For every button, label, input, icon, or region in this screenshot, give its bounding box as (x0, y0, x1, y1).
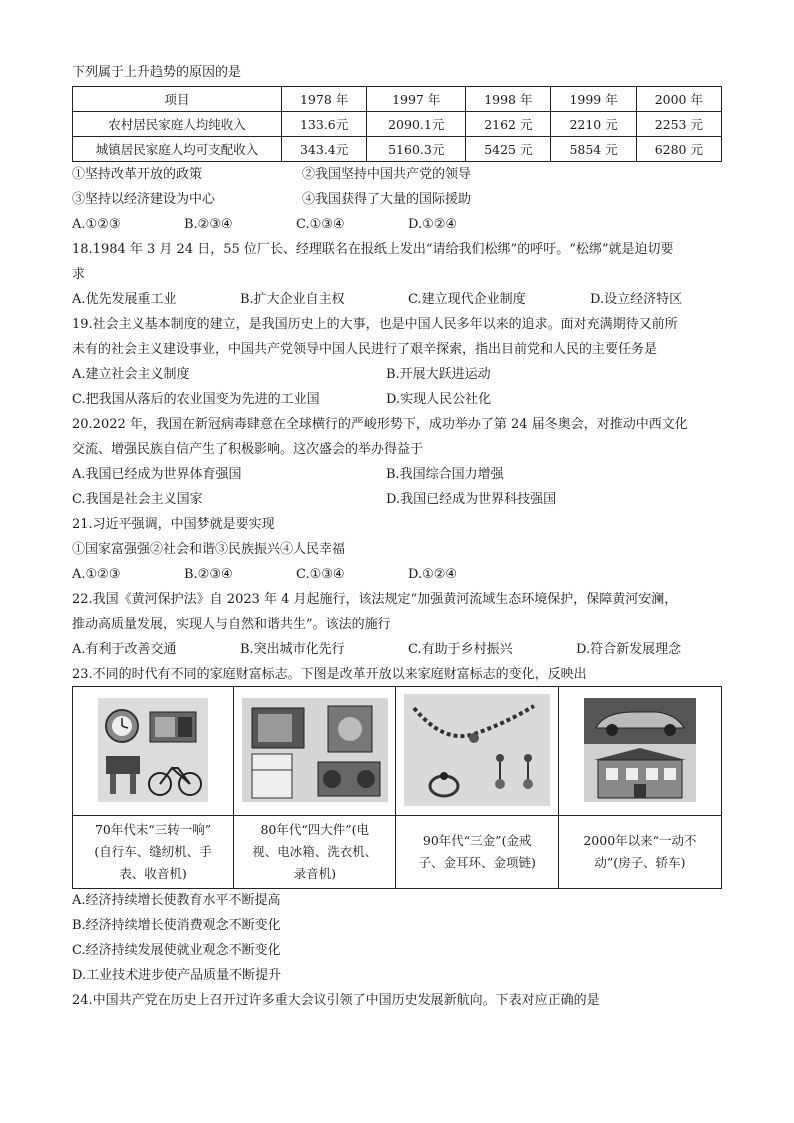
table-cell: 5854 元 (551, 137, 636, 162)
option-b: B.经济持续增长使消费观念不断变化 (72, 918, 281, 933)
q17-statement: ④我国获得了大量的国际援助 (302, 192, 472, 207)
caption-cell (234, 816, 396, 889)
q17-statement: ②我国坚持中国共产党的领导 (302, 167, 472, 182)
option-d: D.①②④ (408, 567, 458, 582)
option-b: B.突出城市化先行 (240, 642, 345, 657)
q21-stem: 21.习近平强调，中国梦就是要实现 (72, 517, 275, 532)
income-table (72, 86, 722, 162)
option-b: B.扩大企业自主权 (240, 292, 345, 307)
table-cell: 2253 元 (636, 112, 721, 137)
option-c: C.①③④ (296, 217, 345, 232)
option-d: D.工业技术进步使产品质量不断提升 (72, 968, 282, 983)
q17-stem: 下列属于上升趋势的原因的是 (72, 65, 242, 80)
table-cell: 6280 元 (636, 137, 721, 162)
house-and-car-photo (584, 698, 696, 802)
q22-stem-line: 推动高质量发展，实现人与自然和谐共生”。该法的施行 (72, 617, 391, 632)
picture-cell (396, 687, 558, 816)
caption-line: 70年代末“三转一响” (94, 822, 212, 837)
option-a: A.我国已经成为世界体育强国 (72, 467, 242, 482)
table-cell: 城镇居民家庭人均可支配收入 (73, 137, 282, 162)
option-d: D.①②④ (408, 217, 458, 232)
q18-stem-line: 18.1984 年 3 月 24 日，55 位厂长、经理联名在报纸上发出“请给我们松绑”的呼吁。“松绑”就是迫切要 (72, 242, 674, 257)
picture-cell (234, 687, 396, 816)
q24-stem: 24.中国共产党在历史上召开过许多重大会议引领了中国历史发展新航向。下表对应正确的是 (72, 993, 600, 1008)
option-c: C.①③④ (296, 567, 345, 582)
q17-statement: ①坚持改革开放的政策 (72, 167, 203, 182)
table-header-cell: 1998 年 (466, 87, 551, 112)
four-big-items-photo (242, 698, 388, 802)
option-a: A.优先发展重工业 (72, 292, 177, 307)
option-b: B.开展大跃进运动 (386, 367, 491, 382)
table-header-cell: 项目 (73, 87, 282, 112)
option-a: A.经济持续增长使教育水平不断提高 (72, 893, 281, 908)
three-gold-items-photo (404, 694, 550, 806)
table-row (73, 112, 722, 137)
option-c: C.建立现代企业制度 (408, 292, 526, 307)
option-d: D.设立经济特区 (590, 292, 683, 307)
q22-stem-line: 22.我国《黄河保护法》自 2023 年 4 月起施行，该法规定“加强黄河流域生态环境保护，保障黄河安澜， (72, 592, 678, 607)
table-header-cell: 1978 年 (282, 87, 367, 112)
option-a: A.建立社会主义制度 (72, 367, 190, 382)
caption-line: 子、金耳环、金项链) (418, 855, 536, 870)
table-cell: 133.6元 (282, 112, 367, 137)
q23-stem: 23.不同的时代有不同的家庭财富标志。下图是改革开放以来家庭财富标志的变化，反映出 (72, 667, 587, 682)
option-c: C.我国是社会主义国家 (72, 492, 203, 507)
table-cell: 2162 元 (466, 112, 551, 137)
q19-stem-line: 未有的社会主义建设事业，中国共产党领导中国人民进行了艰辛探索，指出目前党和人民的主要任务是 (72, 342, 658, 357)
table-cell: 5160.3元 (367, 137, 466, 162)
picture-cell (73, 687, 234, 816)
table-row (73, 137, 722, 162)
caption-cell (73, 816, 234, 889)
table-cell: 2090.1元 (367, 112, 466, 137)
table-header-cell: 1999 年 (551, 87, 636, 112)
caption-line: 表、收音机) (119, 866, 187, 881)
table-cell: 2210 元 (551, 112, 636, 137)
option-d: D.实现人民公社化 (386, 392, 492, 407)
option-b: B.②③④ (184, 217, 233, 232)
q20-stem-line: 20.2022 年，我国在新冠病毒肆意在全球横行的严峻形势下，成功举办了第 24 届冬奥会，对推动中西文化 (72, 417, 688, 432)
table-cell: 343.4元 (282, 137, 367, 162)
caption-line: 80年代“四大件”(电 (260, 822, 370, 837)
caption-line: 动”(房子、轿车) (594, 855, 686, 870)
option-b: B.②③④ (184, 567, 233, 582)
table-cell: 5425 元 (466, 137, 551, 162)
q20-stem-line: 交流、增强民族自信产生了积极影响。这次盛会的举办得益于 (72, 442, 424, 457)
q19-stem-line: 19.社会主义基本制度的建立，是我国历史上的大事，也是中国人民多年以来的追求。面对充满期待又前所 (72, 317, 678, 332)
option-b: B.我国综合国力增强 (386, 467, 504, 482)
option-c: C.有助于乡村振兴 (408, 642, 513, 657)
option-a: A.①②③ (72, 217, 121, 232)
option-d: D.我国已经成为世界科技强国 (386, 492, 557, 507)
three-turn-one-ring-photo (98, 698, 208, 802)
option-c: C.经济持续发展使就业观念不断变化 (72, 943, 281, 958)
option-d: D.符合新发展理念 (576, 642, 682, 657)
option-a: A.①②③ (72, 567, 121, 582)
caption-line: 90年代“三金”(金戒 (422, 833, 532, 848)
table-cell: 农村居民家庭人均纯收入 (73, 112, 282, 137)
q17-statement: ③坚持以经济建设为中心 (72, 192, 216, 207)
q21-statements: ①国家富强强②社会和谐③民族振兴④人民幸福 (72, 542, 346, 557)
q18-stem-line: 求 (72, 267, 86, 282)
wealth-symbols-table (72, 686, 722, 889)
caption-line: (自行车、缝纫机、手 (94, 844, 212, 859)
caption-cell (558, 816, 721, 889)
caption-line: 2000年以来“一动不 (583, 833, 697, 848)
caption-line: 录音机) (293, 866, 336, 881)
option-c: C.把我国从落后的农业国变为先进的工业国 (72, 392, 320, 407)
table-header-row (73, 87, 722, 112)
option-a: A.有利于改善交通 (72, 642, 177, 657)
caption-line: 视、电冰箱、洗衣机、 (252, 844, 378, 859)
caption-cell (396, 816, 558, 889)
table-header-cell: 2000 年 (636, 87, 721, 112)
picture-cell (558, 687, 721, 816)
table-header-cell: 1997 年 (367, 87, 466, 112)
